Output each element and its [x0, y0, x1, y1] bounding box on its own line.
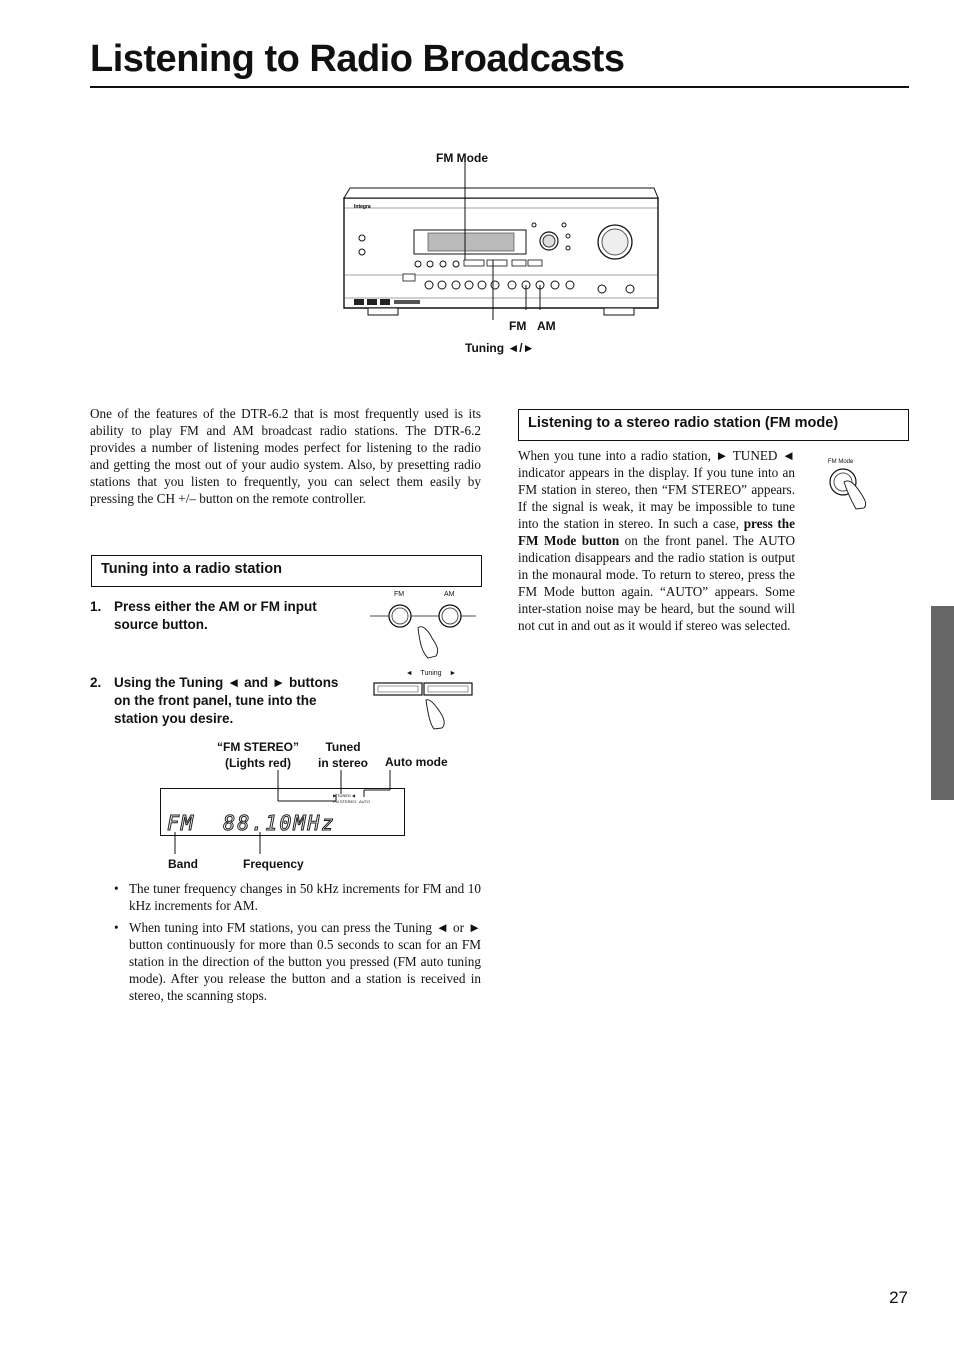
tuning-callout-label: Tuning ◄/►	[465, 341, 535, 355]
step-1-number: 1.	[90, 599, 102, 614]
step-1-text: Press either the AM or FM input source button.	[114, 599, 317, 632]
auto-indicator: AUTO	[359, 799, 371, 804]
tuned-indicator: ▶ TUNED ◀	[333, 793, 356, 798]
tuning-section-heading: Tuning into a radio station	[91, 555, 482, 587]
chapter-side-tab	[931, 606, 954, 800]
fm-stereo-label: “FM STEREO” (Lights red)	[216, 740, 299, 770]
fm-stereo-indicator: FM STEREO	[333, 799, 357, 804]
title-rule	[90, 86, 909, 88]
step-2-text: Using the Tuning ◄ and ► buttons on the front panel, tune into the station you desire.	[114, 675, 339, 726]
pointing-hand-icon	[418, 627, 438, 658]
tuned-in-stereo-label: Tuned in stereo	[317, 740, 368, 770]
bullet-1: • The tuner frequency changes in 50 kHz increments for FM and 10 kHz increments for AM.	[114, 881, 481, 913]
page-number: 27	[889, 1288, 908, 1307]
band-label: Band	[168, 857, 198, 871]
frequency-label: Frequency	[243, 857, 304, 871]
tuning-buttons-figure	[372, 680, 482, 730]
intro-paragraph: One of the features of the DTR-6.2 that is most frequently used is its ability to play FM and AM broadcast radio stations. The DTR-6.2 provides a number of listening modes perfect for listening to the radio and getting the most out of your audio system. Also, by presetting radio stations that you listen to frequently, you can select them easily by pressing the CH +/– button on the remote controller.	[90, 406, 481, 506]
brand-logo: Integra	[354, 204, 371, 210]
fm-mode-callout-label: FM Mode	[436, 151, 488, 165]
bullet-1-text: The tuner frequency changes in 50 kHz increments for FM and 10 kHz increments for AM.	[129, 881, 481, 913]
page-title: Listening to Radio Broadcasts	[90, 38, 625, 80]
step-2	[90, 674, 360, 734]
bullet-2-text: When tuning into FM stations, you can press the Tuning ◄ or ► button continuously for more than 0.5 seconds to scan for an FM station in the direction of the button you pressed (FM auto tuning mode). After you release the button and a station is received in stereo, the scanning stops.	[129, 920, 481, 1003]
step2-fig-tuning-label: ◄ Tuning ►	[405, 670, 457, 677]
step-2-number: 2.	[90, 675, 102, 690]
stereo-section-heading: Listening to a stereo radio station (FM mode)	[518, 409, 909, 441]
fm-mode-button-figure	[826, 466, 886, 510]
fm-display-panel	[160, 788, 405, 836]
stereo-paragraph: When you tune into a radio station, ► TUNED ◄ indicator appears in the display. If you tune into an FM station in stereo, then “FM STEREO” appears. If the signal is weak, it may be impossible to tune into the station in stereo. In such a case, press the FM Mode button on the front panel. The AUTO indication disappears and the radio station is output in the monaural mode. To return to stereo, press the FM Mode button again. “AUTO” appears. Some inter-station noise may be heard, but the sound will not cut in and out as it would if stereo was selected.	[518, 448, 795, 633]
step-1	[90, 598, 350, 638]
am-callout-label: AM	[537, 319, 556, 333]
frequency-readout: FM 88.10MHz	[167, 811, 336, 835]
pointing-hand-icon	[844, 481, 866, 509]
fm-callout-label: FM	[509, 319, 527, 333]
step1-fig-fm-label: FM	[394, 591, 405, 598]
fm-mode-fig-label: FM Mode	[828, 459, 854, 465]
fm-am-button-figure	[370, 600, 480, 660]
pointing-hand-icon	[426, 700, 444, 729]
receiver-front-panel-diagram	[340, 160, 670, 355]
bullet-2: • When tuning into FM stations, you can press the Tuning ◄ or ► button continuously for more than 0.5 seconds to scan for an FM station in the direction of the button you pressed (FM auto tuning mode). After you release the button and a station is received in stereo, the scanning stops.	[114, 920, 481, 1003]
step1-fig-am-label: AM	[444, 591, 455, 598]
auto-mode-label: Auto mode	[385, 755, 448, 769]
